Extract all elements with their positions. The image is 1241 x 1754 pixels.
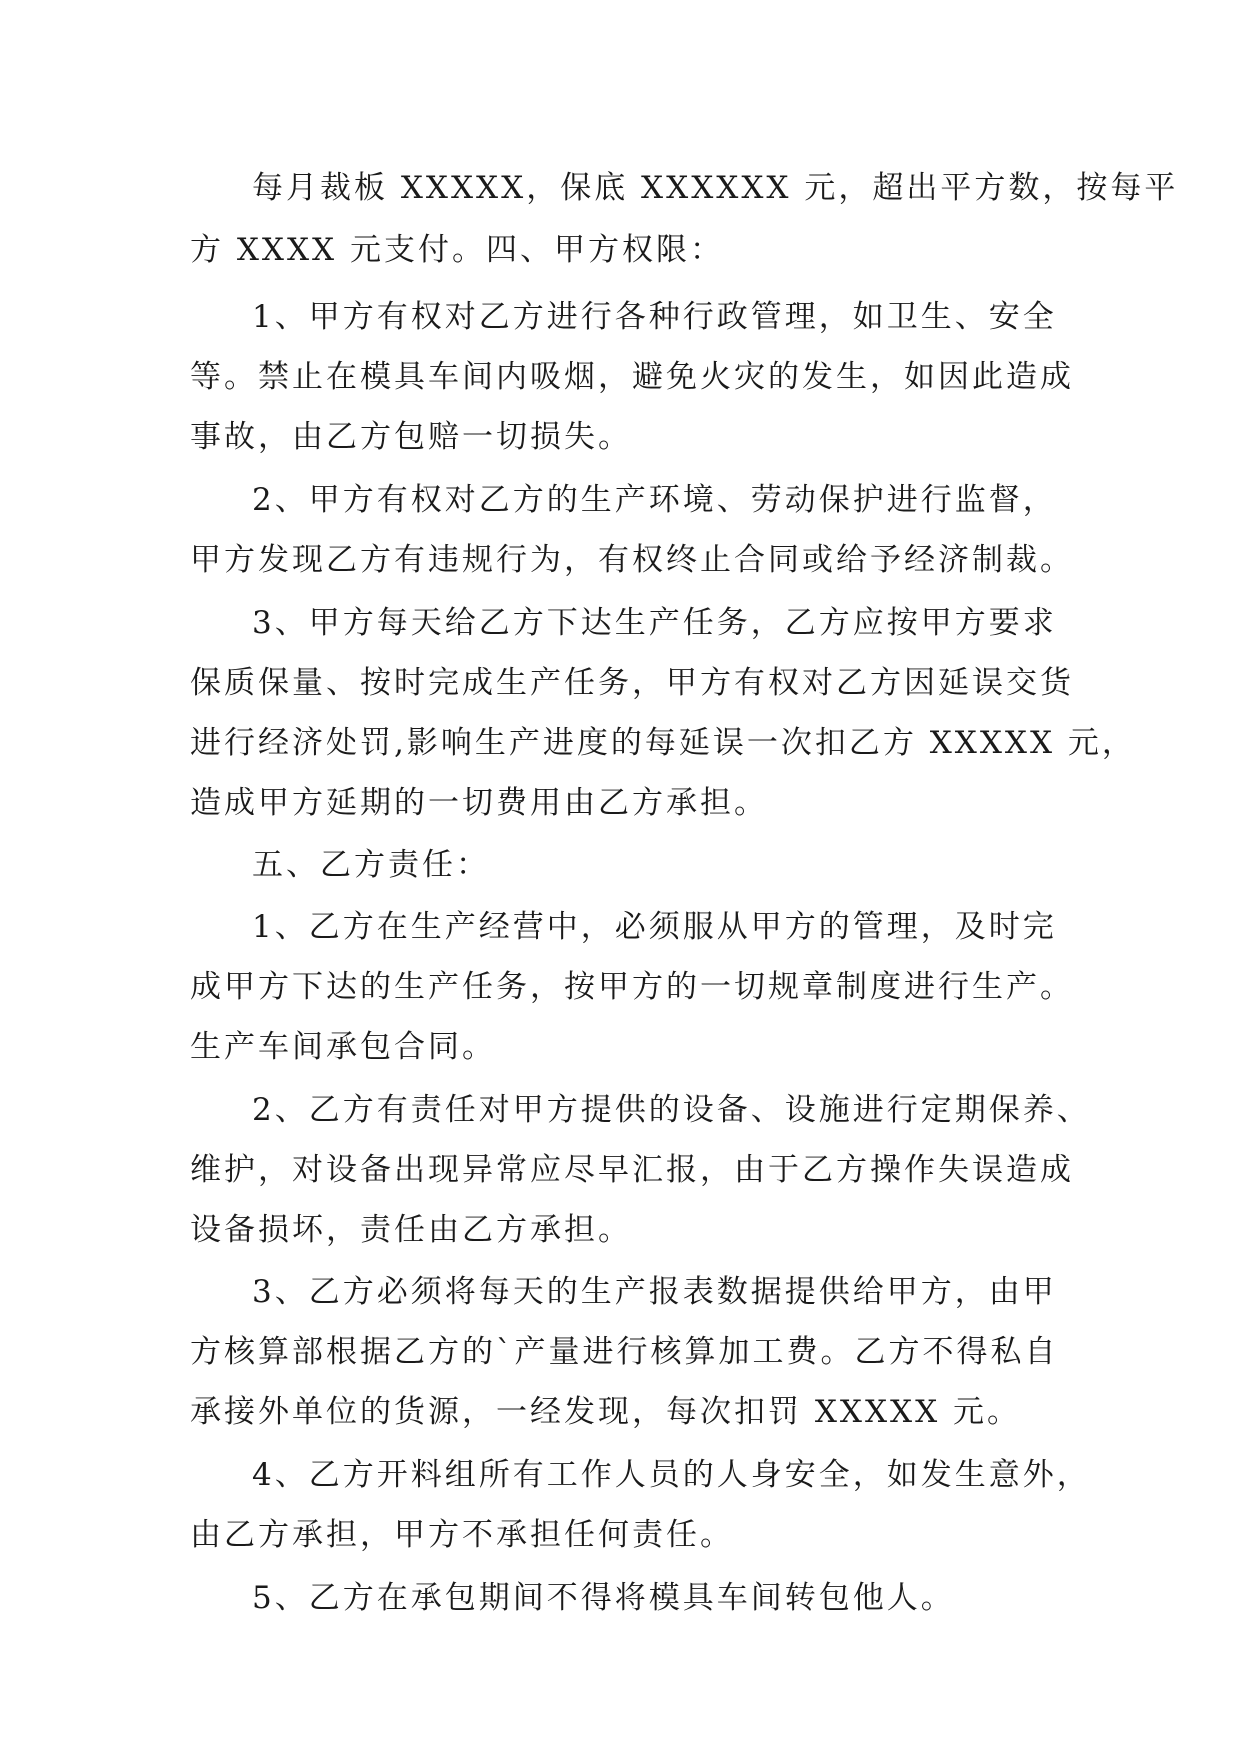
text-line: 2、乙方有责任对甲方提供的设备、设施进行定期保养、 — [252, 1092, 1091, 1128]
text-line: 成甲方下达的生产任务，按甲方的一切规章制度进行生产。 — [190, 969, 1074, 1005]
text-line: 设备损坏，责任由乙方承担。 — [190, 1212, 632, 1248]
text-line: 方核算部根据乙方的`产量进行核算加工费。乙方不得私自 — [190, 1334, 1059, 1370]
text-line: 5、乙方在承包期间不得将模具车间转包他人。 — [252, 1580, 955, 1616]
text-line: 1、甲方有权对乙方进行各种行政管理，如卫生、安全 — [252, 299, 1057, 335]
text-line: 进行经济处罚,影响生产进度的每延误一次扣乙方 XXXXX 元， — [190, 725, 1136, 761]
text-line: 3、甲方每天给乙方下达生产任务，乙方应按甲方要求 — [252, 605, 1057, 641]
text-line: 生产车间承包合同。 — [190, 1029, 496, 1065]
text-line: 造成甲方延期的一切费用由乙方承担。 — [190, 785, 768, 821]
text-line: 等。禁止在模具车间内吸烟，避免火灾的发生，如因此造成 — [190, 359, 1074, 395]
text-line: 3、乙方必须将每天的生产报表数据提供给甲方，由甲 — [252, 1274, 1057, 1310]
text-line: 4、乙方开料组所有工作人员的人身安全，如发生意外， — [252, 1457, 1091, 1493]
section-heading: 五、乙方责任： — [252, 847, 490, 883]
text-line: 保质保量、按时完成生产任务，甲方有权对乙方因延误交货 — [190, 665, 1074, 701]
text-line: 每月裁板 XXXXX，保底 XXXXXX 元，超出平方数，按每平 — [252, 170, 1179, 206]
text-line: 2、甲方有权对乙方的生产环境、劳动保护进行监督， — [252, 482, 1057, 518]
text-line: 甲方发现乙方有违规行为，有权终止合同或给予经济制裁。 — [190, 542, 1074, 578]
text-line: 事故，由乙方包赔一切损失。 — [190, 419, 632, 455]
text-line: 承接外单位的货源，一经发现，每次扣罚 XXXXX 元。 — [190, 1394, 1022, 1430]
text-line: 由乙方承担，甲方不承担任何责任。 — [190, 1517, 734, 1553]
text-line: 方 XXXX 元支付。四、甲方权限： — [190, 232, 724, 268]
text-line: 1、乙方在生产经营中，必须服从甲方的管理，及时完 — [252, 909, 1057, 945]
text-line: 维护，对设备出现异常应尽早汇报，由于乙方操作失误造成 — [190, 1152, 1074, 1188]
